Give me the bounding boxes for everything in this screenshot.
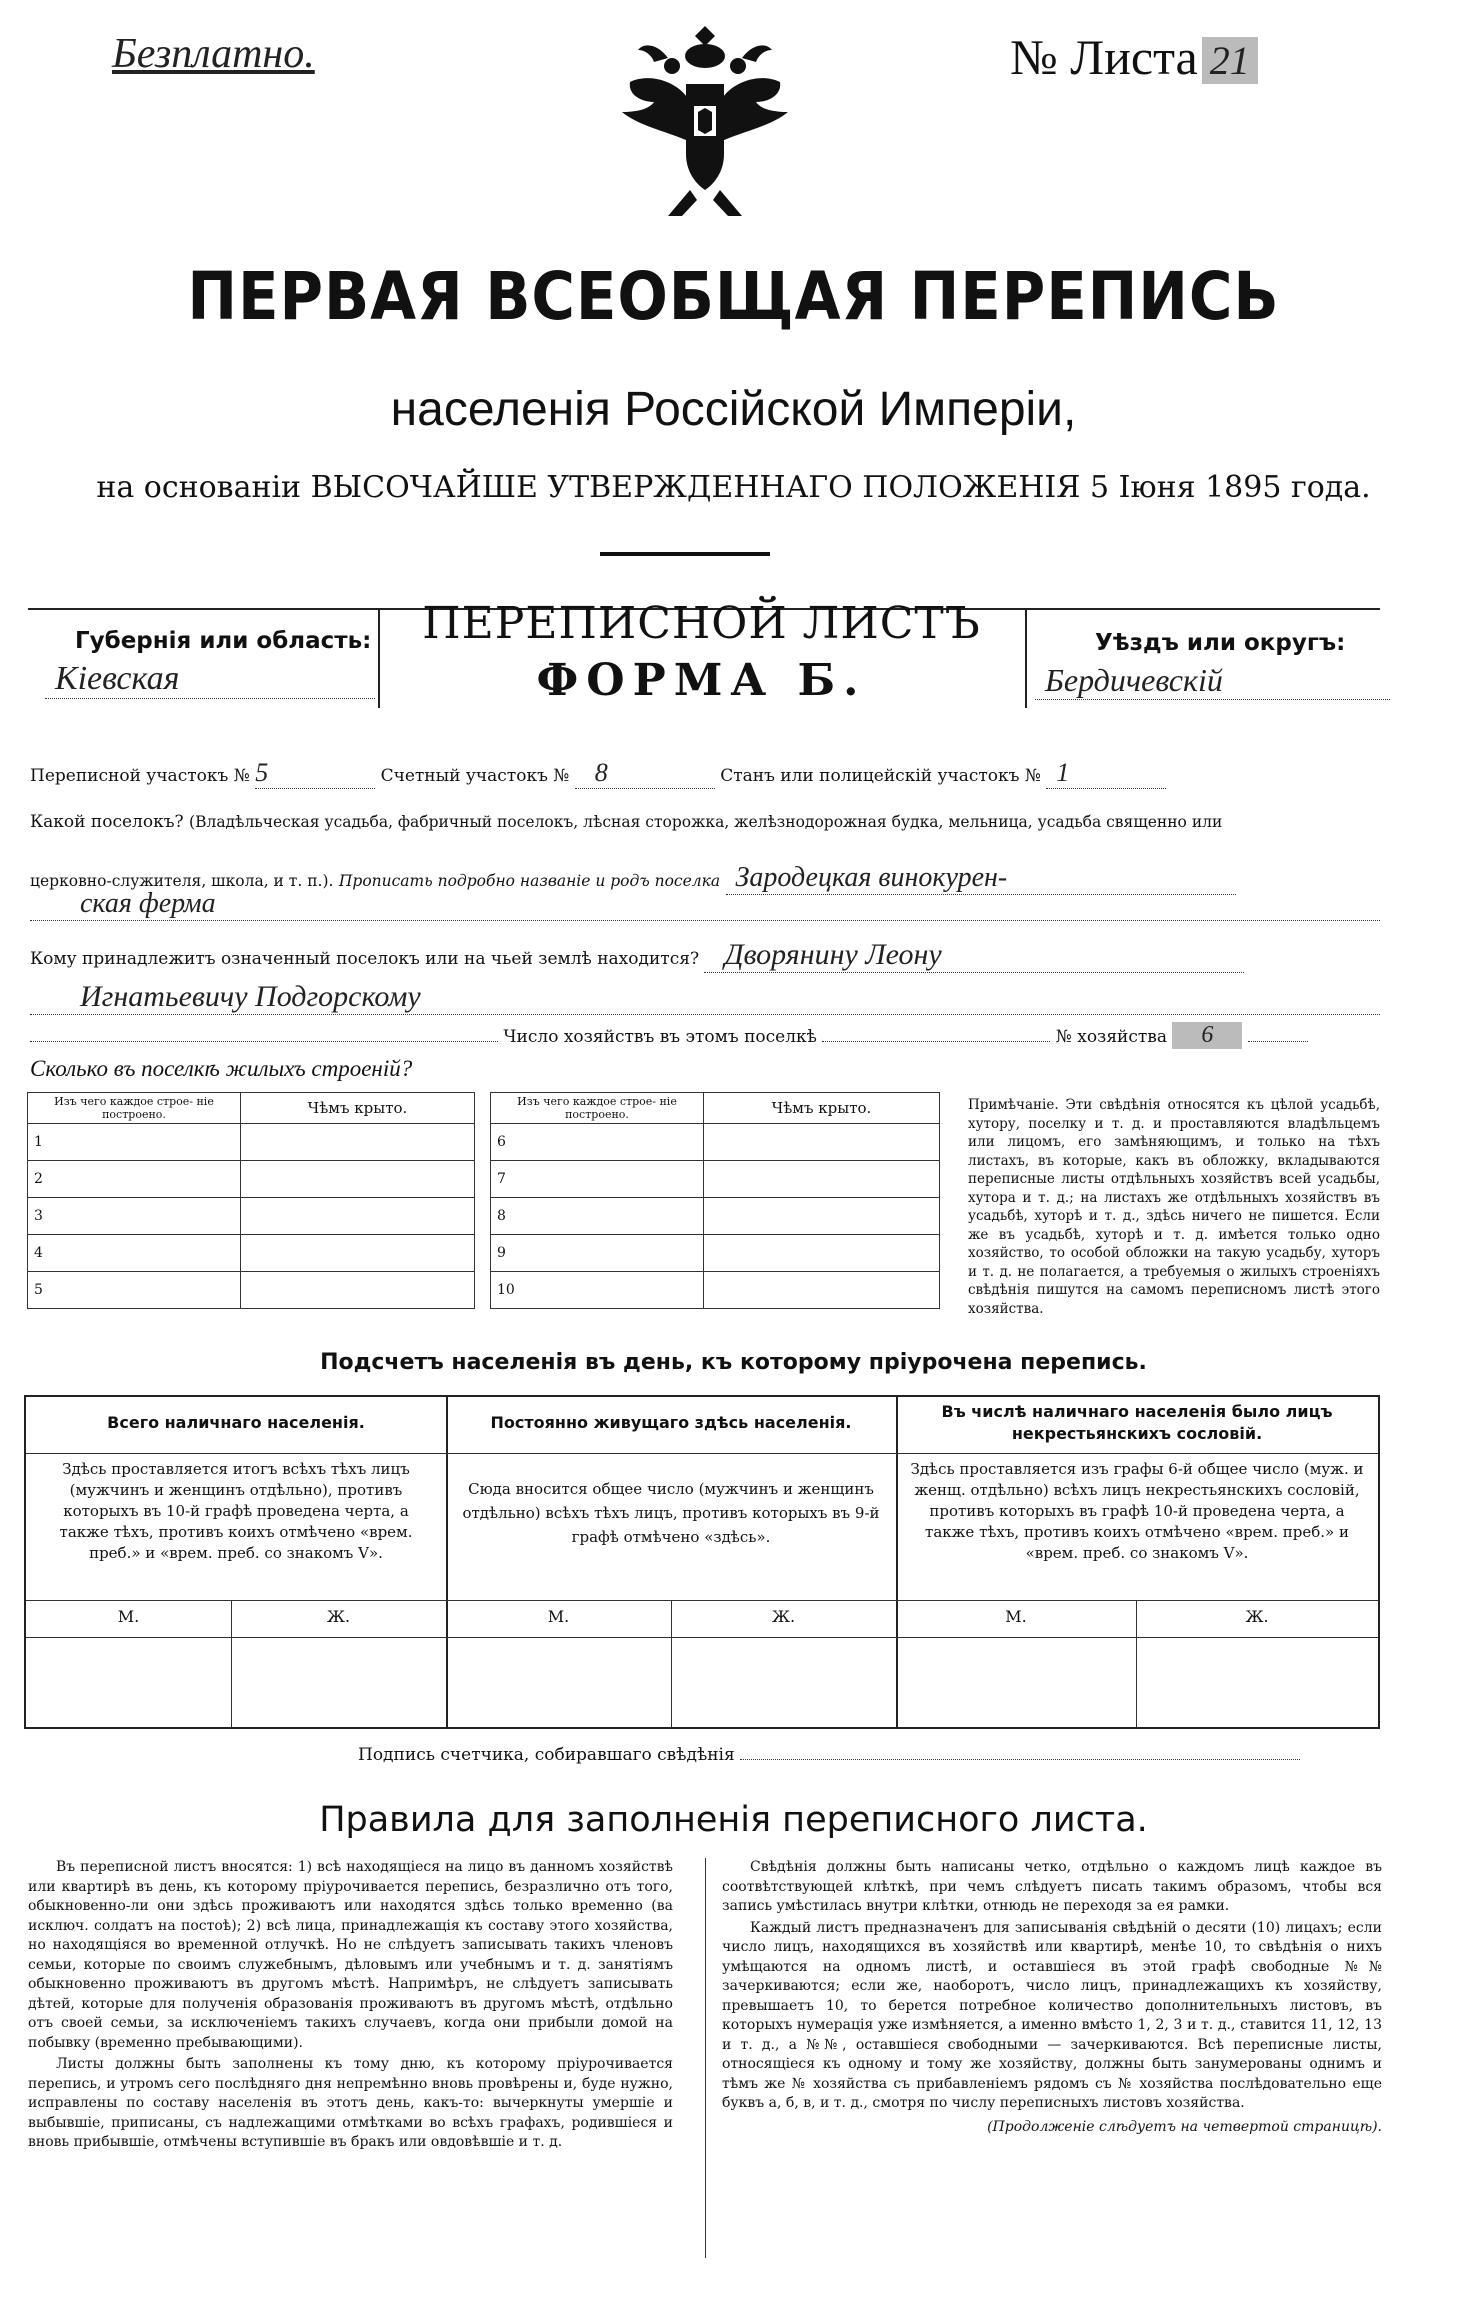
building-roof-cell[interactable] [241,1198,475,1235]
buildings-col-material: Изъ чего каждое строе- ніе построено. [28,1093,241,1124]
owner-question: Кому принадлежитъ означенный поселокъ или на чьей землѣ находится? [30,949,700,969]
owner-field-1[interactable]: Дворянину Леону [704,938,1244,973]
police-area-field[interactable]: 1 [1046,758,1166,789]
sheet-number-label [1010,28,1258,86]
rules-left-column [28,1858,673,2153]
signature-field[interactable] [740,1759,1300,1760]
police-area-label: Станъ или полицейскій участокъ № [720,766,1041,786]
free-label: Безплатно. [112,31,315,77]
households-label: Число хозяйствъ въ этомъ поселкѣ [503,1027,817,1047]
sheet-number-value: 21 [1202,37,1258,84]
building-row-number: 6 [491,1124,704,1161]
count-col-nonpeasant-text: Здѣсь проставляется изъ графы 6-й общее число (муж. и женщ. отдѣльно) всѣхъ лицъ некрестьянскихъ сословій, противъ которыхъ въ графѣ 10-й проведена черта, а также тѣхъ, противъ коихъ отмѣчено «врем. преб.» и «врем. преб. со знакомъ V». [910,1460,1364,1562]
building-roof-cell[interactable] [704,1235,940,1272]
count-table [24,1395,1380,1729]
building-roof-cell[interactable] [241,1272,475,1309]
form-header-right-sep [1025,608,1027,708]
settlement-field-2[interactable]: ская ферма [30,888,1380,921]
building-roof-cell[interactable] [704,1272,940,1309]
building-roof-cell[interactable] [704,1198,940,1235]
district-field[interactable]: Бердичевскій [1035,662,1390,700]
sheet-number-text: № Листа [1010,29,1198,85]
count-col-resident-text: Сюда вносится общее число (мужчинъ и женщинъ отдѣльно) всѣхъ тѣхъ лицъ, противъ которыхъ въ 9-й графѣ отмѣчено «здѣсь». [462,1480,880,1546]
owner-row [30,938,1390,973]
count-resident-m-label: М. [547,1607,570,1626]
count-nonpeasant-m-label: М. [1005,1607,1027,1626]
basis-line: на основаніи ВЫСОЧАЙШЕ УТВЕРЖДЕННАГО ПОЛОЖЕНІЯ 5 Іюня 1895 года. [96,470,1371,505]
buildings-col-roof: Чѣмъ крыто. [241,1093,475,1124]
building-row-number: 9 [491,1235,704,1272]
province-label: Губернія или область: [75,628,372,654]
count-present-f-label: Ж. [326,1607,351,1626]
dwellings-question: Сколько въ поселкѣ жилыхъ строеній? [30,1056,413,1081]
count-col-present-text: Здѣсь проставляется итогъ всѣхъ тѣхъ лицъ (мужчинъ и женщинъ отдѣльно), противъ которыхъ въ 10-й графѣ проведена черта, а также тѣхъ, противъ коихъ отмѣчено «врем. преб.» и «врем. преб. со знакомъ V». [59,1460,413,1562]
district-label: Уѣздъ или округъ: [1095,630,1346,656]
form-title: ПЕРЕПИСНОЙ ЛИСТЪ [422,598,981,649]
building-row-number: 7 [491,1161,704,1198]
building-row-number: 1 [28,1124,241,1161]
census-area-field[interactable]: 5 [255,758,375,789]
settlement-hint-2: церковно-служителя, школа, и т. п.). [30,872,334,890]
census-area-label: Переписной участокъ № [30,766,250,786]
building-row-number: 8 [491,1198,704,1235]
buildings-table-right [490,1092,940,1309]
building-roof-cell[interactable] [704,1161,940,1198]
settlement-hint-3: Прописать подробно названіе и родъ поселка [338,872,721,890]
rules-right-column [722,1858,1382,2137]
buildings-col-material: Изъ чего каждое строе- ніе построено. [491,1093,704,1124]
page-title: ПЕРВАЯ ВСЕОБЩАЯ ПЕРЕПИСЬ [187,258,1280,335]
settlement-question: Какой поселокъ? [30,812,184,832]
rules-continued: (Продолженіе слѣдуетъ на четвертой страницѣ). [987,2118,1382,2135]
rules-left-para-1: Въ переписной листъ вносятся: 1) всѣ находящіеся на лицо въ данномъ хозяйствѣ или квартирѣ въ день, къ которому пріурочивается перепись, безразлично отъ того, обыкновенно-ли они здѣсь проживаютъ или находятся здѣсь только временно (ва исключ. солдатъ на постоѣ); 2) всѣ лица, принадлежащія къ составу этого хозяйства, но находящіяся во временной отлучкѣ. Но не слѣдуетъ записывать такихъ членовъ семьи, которые по своимъ служебнымъ, дѣловымъ или учебнымъ и т. д. занятіямъ обыкновенно проживаютъ въ другомъ мѣстѣ. Напримѣръ, не слѣдуетъ записывать дѣтей, которые для полученія образованія проживаютъ въ другомъ мѣстѣ, отдѣльно отъ своей семьи, за исключеніемъ такихъ случаевъ, когда они прибыли домой на побывку (временно пребывающими). [28,1859,673,2051]
households-row [30,1022,1390,1049]
settlement-field-1[interactable]: Зародецкая винокурен- [726,862,1236,895]
households-field[interactable] [822,1041,1050,1042]
count-col-present-head: Всего наличнаго населенія. [107,1413,365,1432]
household-no-tail [1248,1041,1308,1042]
count-nonpeasant-f-label: Ж. [1245,1607,1269,1626]
count-title: Подсчетъ населенія въ день, къ которому пріурочена перепись. [320,1350,1147,1375]
count-area-label: Счетный участокъ № [380,766,570,786]
rules-right-para-2: Каждый листъ предназначенъ для записыванія свѣдѣній о десяти (10) лицахъ; если число лицъ, находящихся въ хозяйствѣ или квартирѣ, менѣе 10, то свѣдѣнія о нихъ умѣщаются на одномъ листѣ, и оставшіеся въ этой графѣ свободные №№ зачеркиваются; если же, наоборотъ, число лицъ, принадлежащихъ къ хозяйству, превышаетъ 10, то берется потребное количество дополнительныхъ листовъ, въ которыхъ нумерація уже измѣняется, а именно вмѣсто 1, 2, 3 и т. д., ставится 11, 12, 13 и т. д., а №№, оставшіеся свободными — зачеркиваются. Всѣ переписные листы, относящіеся къ одному и тому же хозяйству, должны быть занумерованы однимъ и тѣмъ же № хозяйства съ прибавленіемъ рядомъ съ № хозяйства послѣдовательно еще буквъ а, б, в, и т. д., смотря по числу переписныхъ листовъ хозяйства. [722,1919,1382,2111]
building-row-number: 4 [28,1235,241,1272]
building-row-number: 5 [28,1272,241,1309]
building-roof-cell[interactable] [241,1235,475,1272]
signature-label: Подпись счетчика, собиравшаго свѣдѣнія [358,1745,735,1765]
settlement-row-1 [30,812,1410,832]
building-roof-cell[interactable] [704,1124,940,1161]
rules-column-divider [705,1858,706,2258]
count-col-nonpeasant-head: Въ числѣ наличнаго населенія было лицъ некрестьянскихъ сословій. [941,1402,1333,1443]
rules-left-para-2: Листы должны быть заполнены къ тому дню, къ которому пріурочивается перепись, и утромъ сего послѣдняго дня непремѣнно вновь провѣрены и, буде нужно, исправлены по составу населенія въ этотъ день, какъ-то: вычеркнуты умершіе и выбывшіе, приписаны, съ надлежащими отмѣтками во всѣхъ графахъ, родившіеся и вновь прибывшіе, отмѣчены вступившіе въ бракъ или овдовѣвшіе и т. д. [28,2056,673,2150]
building-roof-cell[interactable] [241,1161,475,1198]
buildings-table-left [27,1092,475,1309]
building-roof-cell[interactable] [241,1124,475,1161]
settlement-hint-1: (Владѣльческая усадьба, фабричный поселокъ, лѣсная сторожка, желѣзнодорожная будка, мельница, усадьба священно или [189,813,1223,831]
count-col-resident-head: Постоянно живущаго здѣсь населенія. [490,1413,852,1432]
page-subtitle: населенія Россійской Имперіи, [390,383,1077,436]
province-field[interactable]: Кіевская [45,660,375,699]
signature-row [358,1745,1300,1765]
owner-field-2[interactable]: Игнатьевичу Подгорскому [30,980,1380,1015]
household-no-label: № хозяйства [1055,1027,1168,1047]
form-name: ФОРМА Б. [536,655,867,706]
households-lead [30,1041,498,1042]
coat-of-arms-icon [610,22,800,222]
count-area-field[interactable]: 8 [575,758,715,789]
area-row [30,758,1370,789]
rules-title: Правила для заполненія переписного листа. [319,1800,1148,1840]
buildings-col-roof: Чѣмъ крыто. [704,1093,940,1124]
count-present-m-label: М. [117,1607,140,1626]
building-row-number: 2 [28,1161,241,1198]
building-row-number: 10 [491,1272,704,1309]
building-row-number: 3 [28,1198,241,1235]
household-no-field[interactable]: 6 [1172,1022,1242,1049]
count-resident-f-label: Ж. [771,1607,796,1626]
header-divider [600,552,770,556]
rules-right-para-1: Свѣдѣнія должны быть написаны четко, отдѣльно о каждомъ лицѣ каждое въ соотвѣтствующей клѣткѣ, при чемъ слѣдуетъ писать такимъ образомъ, чтобы вся запись умѣстилась внутри клѣтки, отнюдь не переходя за ея рамки. [722,1859,1382,1914]
buildings-note: Примѣчаніе. Эти свѣдѣнія относятся къ цѣлой усадьбѣ, хутору, поселку и т. д. и проставляются владѣльцемъ или лицомъ, его замѣняющимъ, и только на тѣхъ листахъ, въ которые, какъ въ обложку, вкладываются переписные листы отдѣльныхъ хозяйствъ всей усадьбы, хутора и т. д.; на листахъ же отдѣльныхъ хозяйствъ въ усадьбѣ, хуторѣ и т. д., здѣсь ничего не пишется. Если же въ усадьбѣ, хуторѣ и т. д. имѣется только одно хозяйство, то особой обложки на такую усадьбу, хуторъ и т. д. не полагается, а требуемыя о жилыхъ строеніяхъ свѣдѣнія пишутся на самомъ переписномъ листѣ этого хозяйства. [968,1097,1380,1317]
